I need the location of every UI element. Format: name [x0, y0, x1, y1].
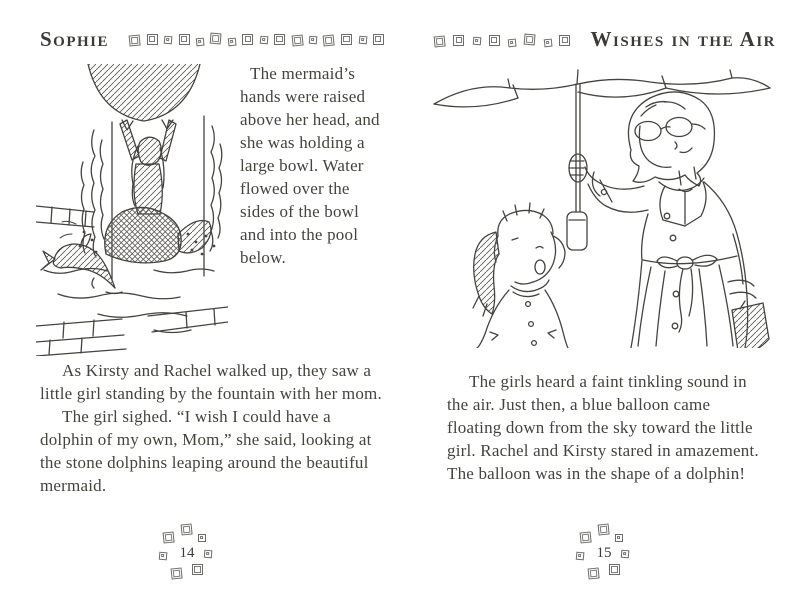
page-right	[432, 26, 776, 582]
left-paragraph-1: The mermaid’s hands were raised above her head, and she was holding a large bowl. Water flowed over the sides of the bowl and into the pool below.	[240, 64, 380, 267]
left-header-ornament-strip	[129, 34, 384, 45]
ornament-icon	[164, 35, 172, 43]
ornament-icon	[274, 34, 285, 45]
ornament-icon	[358, 35, 366, 43]
page-left	[40, 26, 386, 582]
ornament-icon	[260, 35, 268, 43]
ornament-icon	[453, 35, 464, 46]
ornament-icon	[309, 35, 317, 43]
right-header-title: Wishes in the Air	[590, 26, 776, 51]
ornament-icon	[524, 33, 536, 45]
ornament-icon	[179, 34, 190, 45]
ornament-icon	[323, 34, 335, 46]
ornament-icon	[489, 35, 500, 46]
ornament-icon	[543, 38, 551, 46]
girl-figure	[473, 203, 568, 348]
mermaid-fountain-illustration	[36, 64, 228, 356]
left-running-header	[40, 26, 386, 52]
ornament-icon	[473, 36, 481, 44]
mom-figure	[569, 92, 769, 348]
ornament-icon	[434, 35, 446, 47]
left-paragraph-2: As Kirsty and Rachel walked up, they saw a little girl standing by the fountain with her mom.	[40, 361, 382, 403]
ornament-icon	[228, 37, 236, 45]
ornament-icon	[242, 34, 253, 45]
left-page-body	[40, 62, 386, 497]
ornament-icon	[508, 38, 516, 46]
page-number: 15	[596, 544, 612, 561]
right-page-body	[432, 62, 776, 485]
ornament-icon	[341, 34, 352, 45]
left-header-title: Sophie	[40, 26, 110, 51]
page-number-medallion	[575, 524, 633, 582]
ornament-icon	[559, 35, 570, 46]
page-number: 14	[179, 544, 195, 561]
umbrella	[434, 70, 770, 250]
ornament-icon	[196, 37, 204, 45]
right-running-header	[432, 26, 776, 52]
left-paragraph-3: The girl sighed. “I wish I could have a dolphin of my own, Mom,” she said, looking at the stone dolphins leaping around the beautiful mermaid.	[40, 407, 372, 495]
ornament-icon	[373, 34, 384, 45]
ornament-icon	[291, 34, 303, 46]
right-header-ornament-strip	[434, 35, 571, 46]
mom-and-girl-umbrella-illustration	[432, 62, 772, 348]
page-number-medallion	[158, 524, 216, 582]
right-paragraph-1: The girls heard a faint tinkling sound in the air. Just then, a blue balloon came floating down from the sky toward the little girl. Rachel and Kirsty stared in amazement. The balloon was in the shape of a dolphin!	[447, 372, 759, 483]
ornament-icon	[129, 34, 141, 46]
ornament-icon	[210, 32, 222, 44]
fountain-bowl	[88, 64, 200, 130]
ornament-icon	[147, 34, 158, 45]
